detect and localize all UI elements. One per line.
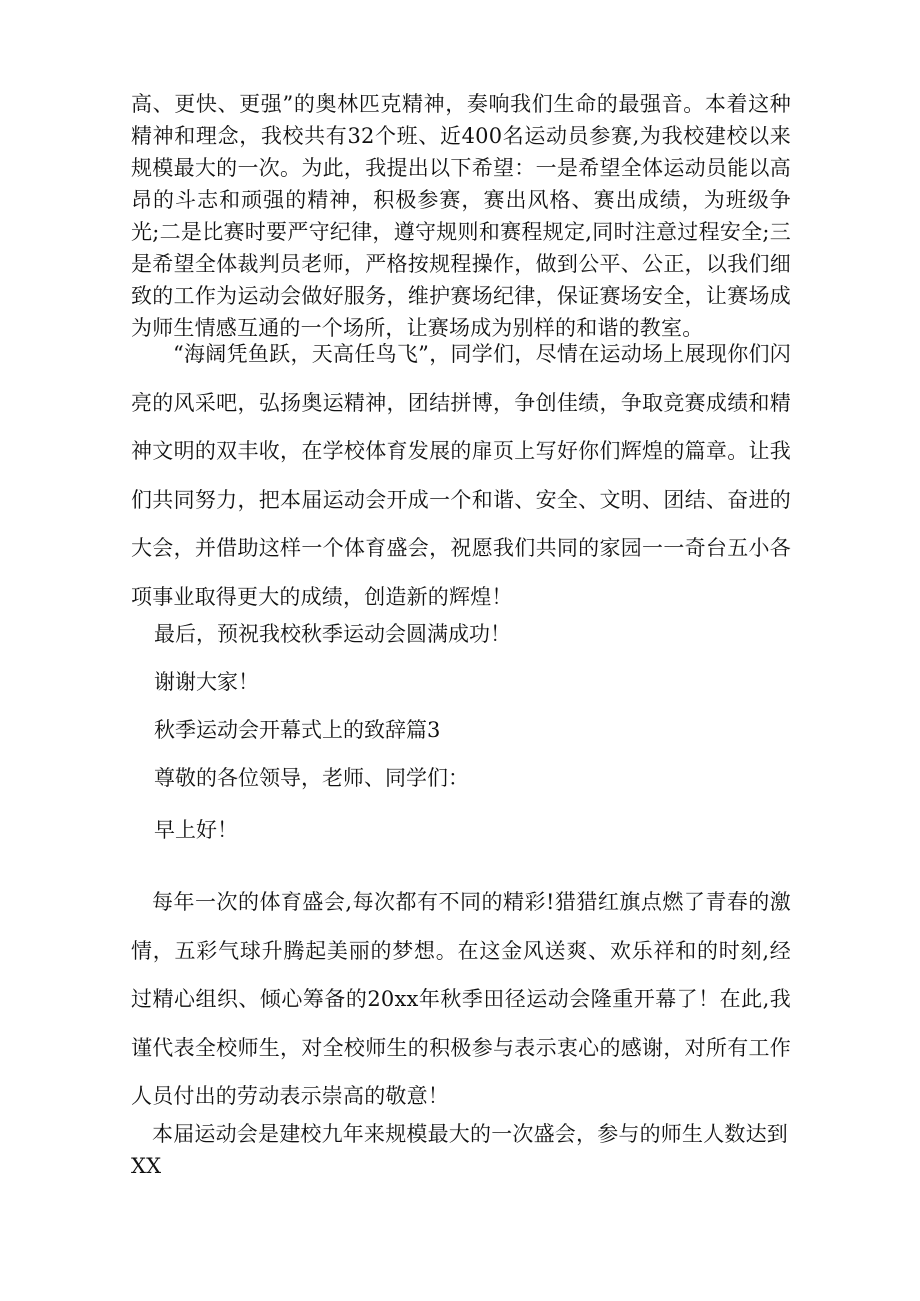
section-heading: 秋季运动会开幕式上的致辞篇3 (154, 718, 441, 742)
paragraph-block-2 (131, 330, 791, 621)
paragraph-thanks: 谢谢大家！ (154, 670, 259, 694)
paragraph-olympic-spirit: 高、更快、更强”的奥林匹克精神，奏响我们生命的最强音。本着这种精神和理念，我校共有32个班、近400名运动员参赛,为我校建校以来规模最大的一次。为此，我提出以下希望：一是希望全体运动员能以高昂的斗志和顽强的精神，积极参赛，赛出风格、赛出成绩，为班级争光;二是比赛时要严守纪律，遵守规则和赛程规定,同时注意过程安全;三是希望全体裁判员老师，严格按规程操作，做到公平、公正，以我们细致的工作为运动会做好服务，维护赛场纪律，保证赛场安全，让赛场成为师生情感互通的一个场所，让赛场成为别样的和谐的教室。 (131, 92, 791, 340)
paragraph-block-4 (131, 1118, 791, 1182)
paragraph-scale: 本届运动会是建校九年来规模最大的一次盛会，参与的师生人数达到XX (131, 1122, 788, 1178)
paragraph-salutation: 尊敬的各位领导，老师、同学们： (154, 766, 469, 790)
paragraph-block-3 (131, 878, 791, 1121)
paragraph-opening-ceremony: 每年一次的体育盛会,每次都有不同的精彩!猎猎红旗点燃了青春的激情，五彩气球升腾起美丽的梦想。在这金风送爽、欢乐祥和的时刻,经过精心组织、倾心筹备的20xx年秋季田径运动会隆重开幕了！在此,我谨代表全校师生，对全校师生的积极参与表示衷心的感谢，对所有工作人员付出的劳动表示崇高的敬意！ (131, 890, 791, 1108)
paragraph-encouragement: “海阔凭鱼跃，天高任鸟飞”，同学们，尽情在运动场上展现你们闪亮的风采吧，弘扬奥运精神，团结拼博，争创佳绩，争取竞赛成绩和精神文明的双丰收，在学校体育发展的扉页上写好你们辉煌的篇章。让我们共同努力，把本届运动会开成一个和谐、安全、文明、团结、奋进的大会，并借助这样一个体育盛会，祝愿我们共同的家园一一奇台五小各项事业取得更大的成绩，创造新的辉煌！ (131, 342, 791, 609)
paragraph-greeting: 早上好！ (154, 818, 238, 842)
paragraph-closing-wish: 最后，预祝我校秋季运动会圆满成功！ (154, 622, 511, 646)
paragraph-block-1 (131, 88, 791, 344)
